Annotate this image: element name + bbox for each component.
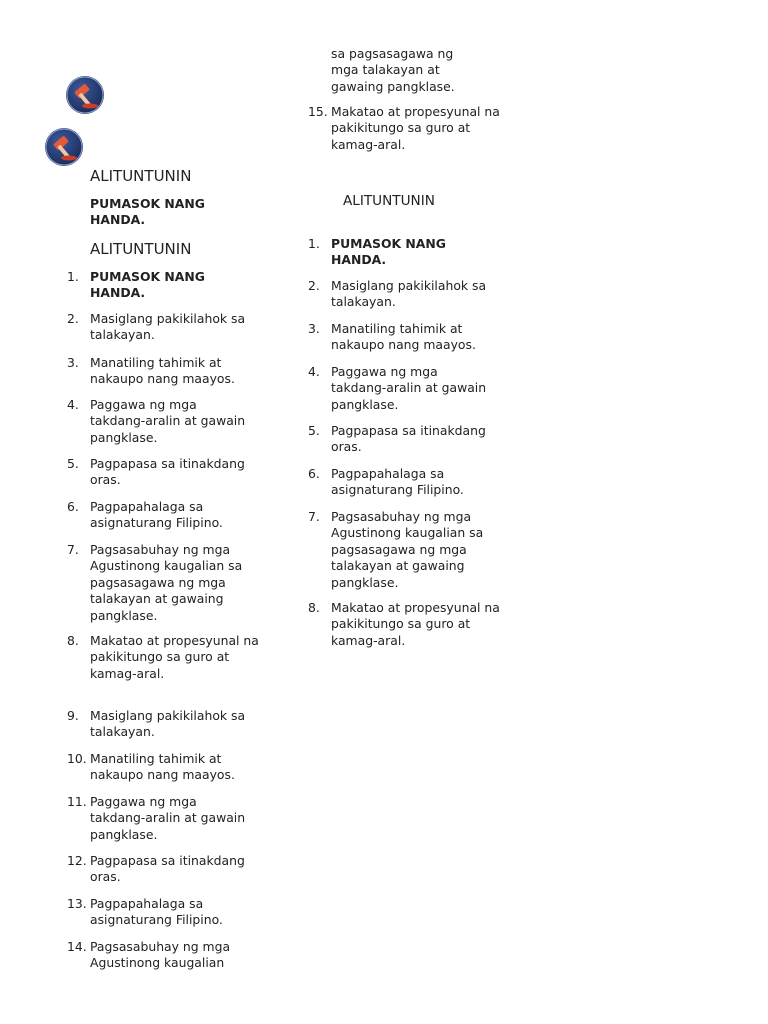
list-item: 13. Pagpapahalaga sa asignaturang Filipino. (67, 896, 223, 928)
right-title: ALITUNTUNIN (343, 193, 435, 209)
list-item: 14. Pagsasabuhay ng mga Agustinong kaugalian (67, 939, 231, 971)
list-item: 8. Makatao at propesyunal na pakikitungo sa guro at kamag-aral. (308, 600, 500, 648)
list-item: 8. Makatao at propesyunal na pakikitungo sa guro at kamag-aral. (67, 633, 259, 681)
list-item: 1. PUMASOK NANG HANDA. (67, 269, 205, 301)
list-item: 4. Paggawa ng mga takdang-aralin at gawain pangklase. (308, 364, 487, 412)
list-item: 9. Masiglang pakikilahok sa talakayan. (67, 708, 246, 740)
left-subhead: PUMASOK NANG HANDA. (90, 196, 205, 228)
list-item: 6. Pagpapahalaga sa asignaturang Filipino. (308, 466, 464, 498)
list-item: 11. Paggawa ng mga takdang-aralin at gawain pangklase. (67, 794, 246, 842)
right-column (308, 0, 508, 1024)
list-item: 5. Pagpapasa sa itinakdang oras. (308, 423, 486, 455)
left-column (67, 0, 259, 1024)
list-item: 15. Makatao at propesyunal na pakikitungo sa guro at kamag-aral. (308, 104, 500, 152)
list-item: 7. Pagsasabuhay ng mga Agustinong kaugalian sa pagsasagawa ng mga talakayan at gawaing pangklase. (308, 509, 484, 590)
list-item: 7. Pagsasabuhay ng mga Agustinong kaugalian sa pagsasagawa ng mga talakayan at gawaing pangklase. (67, 542, 243, 623)
list-item: 3. Manatiling tahimik at nakaupo nang maayos. (308, 321, 476, 353)
list-item: 12. Pagpapasa sa itinakdang oras. (67, 853, 245, 885)
list-item: 6. Pagpapahalaga sa asignaturang Filipino. (67, 499, 223, 531)
list-item: 5. Pagpapasa sa itinakdang oras. (67, 456, 245, 488)
list-item: 1. PUMASOK NANG HANDA. (308, 236, 446, 268)
left-title-1: ALITUNTUNIN (90, 167, 192, 185)
left-title-2: ALITUNTUNIN (90, 240, 192, 258)
list-item: 10. Manatiling tahimik at nakaupo nang maayos. (67, 751, 235, 783)
continued-text: sa pagsasagawa ng mga talakayan at gawaing pangklase. (331, 46, 455, 94)
list-item: 3. Manatiling tahimik at nakaupo nang maayos. (67, 355, 235, 387)
list-item: 2. Masiglang pakikilahok sa talakayan. (308, 278, 487, 310)
list-item: 4. Paggawa ng mga takdang-aralin at gawain pangklase. (67, 397, 246, 445)
list-item: 2. Masiglang pakikilahok sa talakayan. (67, 311, 246, 343)
